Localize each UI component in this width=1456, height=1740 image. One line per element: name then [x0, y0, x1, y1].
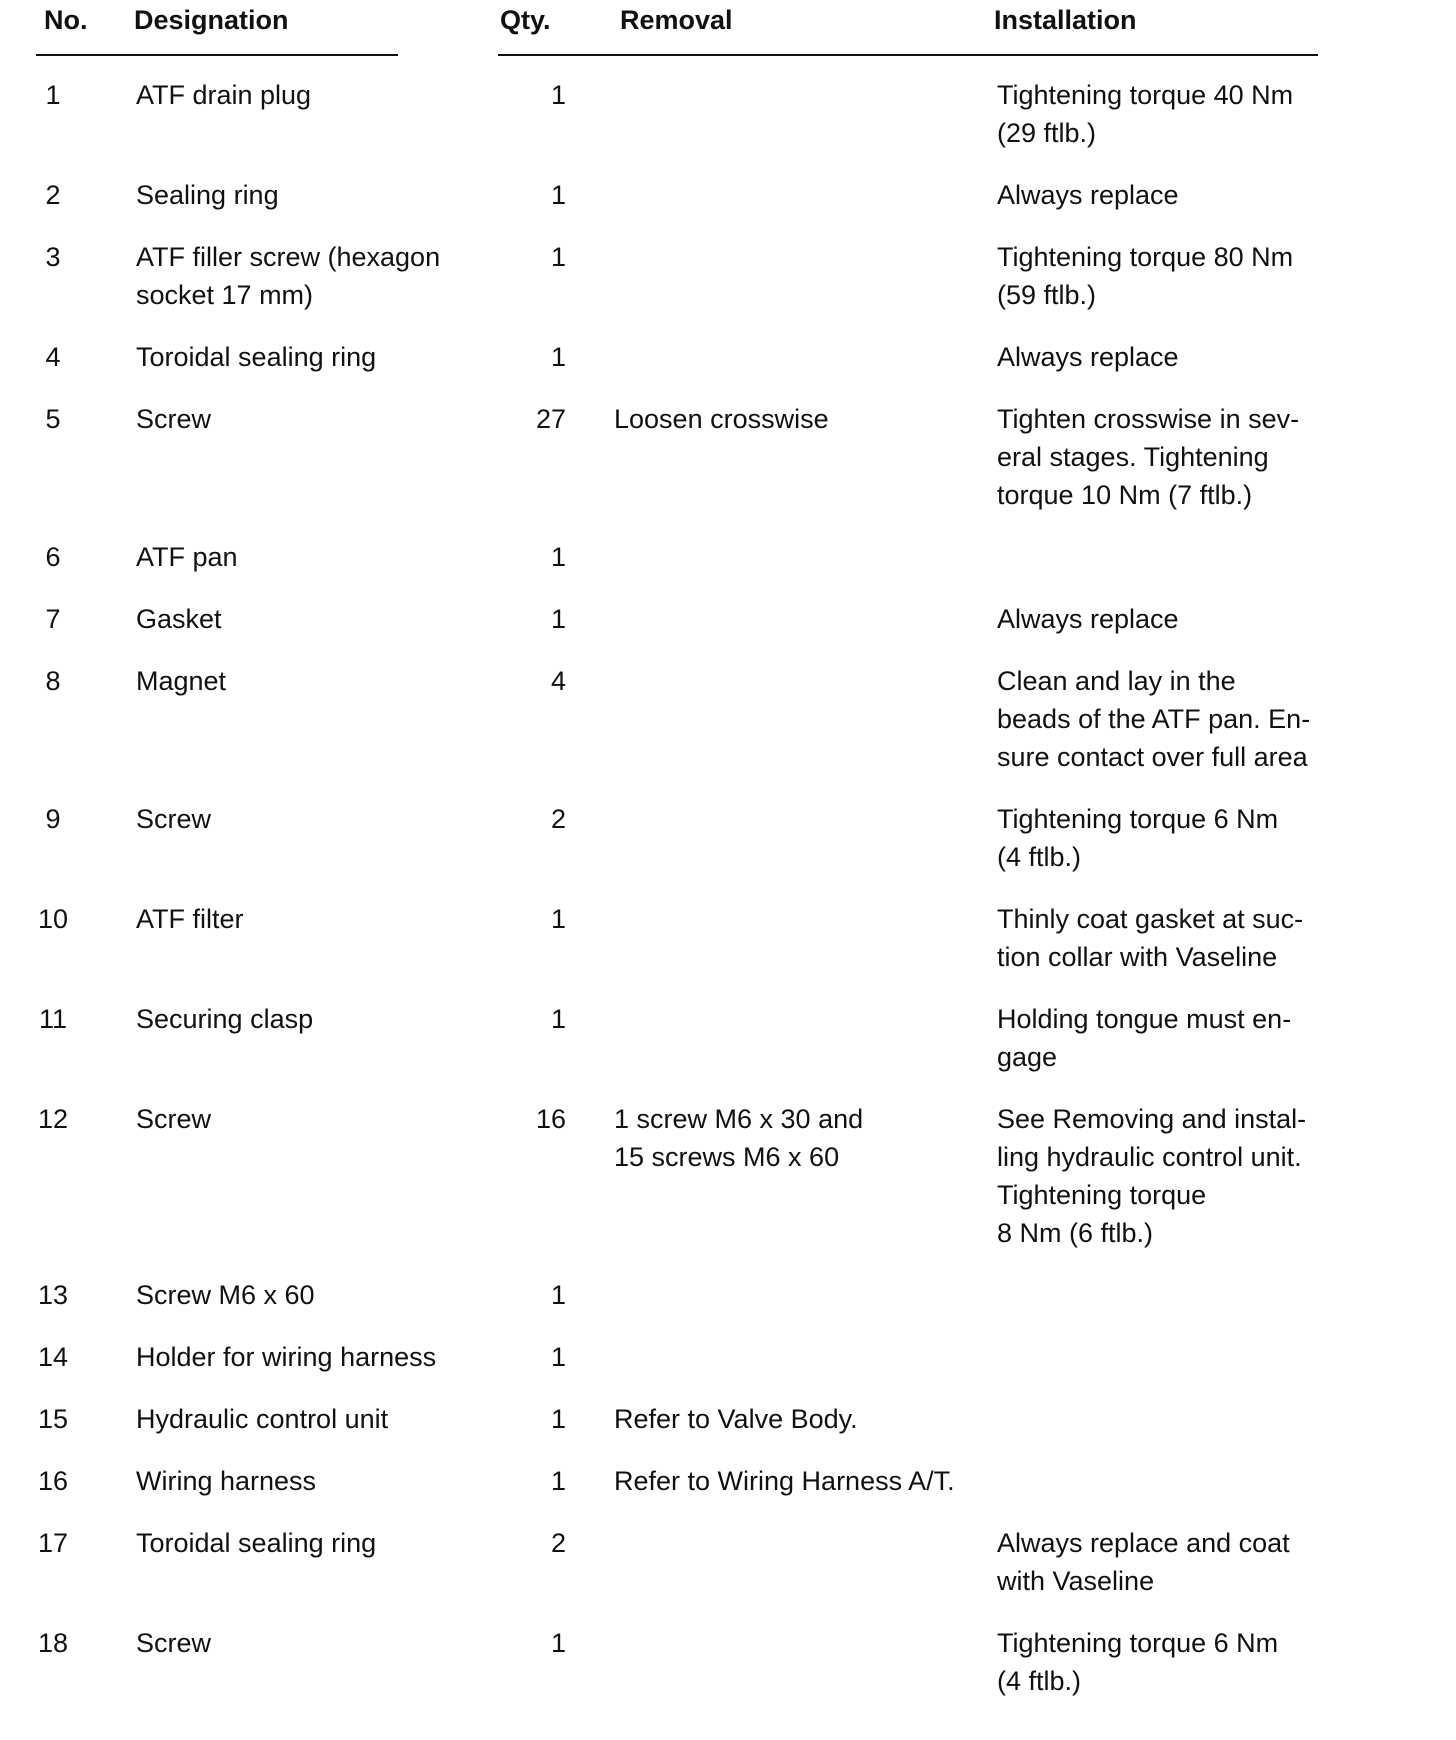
- row-installation: Always replace: [997, 604, 1179, 634]
- table-row: [0, 1524, 1456, 1624]
- table-row: [0, 1276, 1456, 1338]
- row-installation: Tighten crosswise in sev- eral stages. Tightening torque 10 Nm (7 ftlb.): [997, 404, 1300, 510]
- header-no: No.: [44, 5, 88, 35]
- row-installation: Always replace: [997, 342, 1179, 372]
- row-removal: Refer to Valve Body.: [614, 1404, 858, 1434]
- row-installation: Always replace and coat with Vaseline: [997, 1528, 1290, 1596]
- table-row: [0, 1624, 1456, 1724]
- header-removal: Removal: [620, 5, 733, 35]
- header-divider-left: [36, 54, 398, 56]
- row-number: 2: [45, 180, 61, 210]
- row-removal: 1 screw M6 x 30 and 15 screws M6 x 60: [614, 1104, 864, 1172]
- row-number: 5: [45, 404, 61, 434]
- row-designation: Gasket: [136, 604, 222, 634]
- row-quantity: 16: [535, 1104, 566, 1134]
- row-designation: Hydraulic control unit: [136, 1404, 389, 1434]
- table-row: [0, 238, 1456, 338]
- row-number: 7: [45, 604, 61, 634]
- header-divider-right: [498, 54, 1318, 56]
- header-qty: Qty.: [500, 5, 551, 35]
- row-number: 16: [37, 1466, 69, 1496]
- row-installation: Tightening torque 6 Nm (4 ftlb.): [997, 804, 1279, 872]
- row-quantity: 4: [550, 666, 566, 696]
- row-quantity: 1: [550, 242, 566, 272]
- row-number: 17: [37, 1528, 69, 1558]
- row-designation: Magnet: [136, 666, 227, 696]
- row-quantity: 1: [550, 1280, 566, 1310]
- table-row: [0, 176, 1456, 238]
- row-designation: Screw: [136, 404, 212, 434]
- row-quantity: 1: [550, 542, 566, 572]
- row-installation: Always replace: [997, 180, 1179, 210]
- row-number: 3: [45, 242, 61, 272]
- row-designation: ATF filter: [136, 904, 244, 934]
- row-quantity: 1: [550, 180, 566, 210]
- row-quantity: 1: [550, 1404, 566, 1434]
- row-number: 6: [45, 542, 61, 572]
- row-quantity: 1: [550, 80, 566, 110]
- table-row: [0, 1000, 1456, 1100]
- row-installation: Thinly coat gasket at suc- tion collar with Vaseline: [997, 904, 1304, 972]
- row-number: 14: [37, 1342, 69, 1372]
- row-quantity: 27: [535, 404, 566, 434]
- header-designation: Designation: [134, 5, 289, 35]
- row-designation: ATF pan: [136, 542, 238, 572]
- table-row: [0, 662, 1456, 800]
- row-designation: Sealing ring: [136, 180, 279, 210]
- table-row: [0, 1400, 1456, 1462]
- row-quantity: 2: [550, 804, 566, 834]
- row-designation: Screw: [136, 1104, 212, 1134]
- row-designation: Screw: [136, 804, 212, 834]
- row-installation: Tightening torque 6 Nm (4 ftlb.): [997, 1628, 1279, 1696]
- row-designation: Holder for wiring harness: [136, 1342, 437, 1372]
- table-row: [0, 900, 1456, 1000]
- row-designation: Toroidal sealing ring: [136, 342, 377, 372]
- row-number: 4: [45, 342, 61, 372]
- row-number: 12: [37, 1104, 69, 1134]
- table-row: [0, 76, 1456, 176]
- table-body: [0, 76, 1456, 1724]
- table-row: [0, 338, 1456, 400]
- row-number: 8: [45, 666, 61, 696]
- table-row: [0, 400, 1456, 538]
- row-designation: Screw M6 x 60: [136, 1280, 315, 1310]
- row-removal: Refer to Wiring Harness A/T.: [614, 1466, 955, 1496]
- row-quantity: 2: [550, 1528, 566, 1558]
- table-row: [0, 800, 1456, 900]
- row-number: 9: [45, 804, 61, 834]
- row-quantity: 1: [550, 1628, 566, 1658]
- row-installation: Tightening torque 80 Nm (59 ftlb.): [997, 242, 1294, 310]
- row-removal: Loosen crosswise: [614, 404, 829, 434]
- row-installation: Holding tongue must en- gage: [997, 1004, 1292, 1072]
- row-number: 1: [45, 80, 61, 110]
- row-quantity: 1: [550, 604, 566, 634]
- row-designation: Wiring harness: [136, 1466, 317, 1496]
- row-number: 10: [37, 904, 69, 934]
- row-designation: ATF filler screw (hexagon socket 17 mm): [136, 242, 441, 310]
- row-designation: Securing clasp: [136, 1004, 314, 1034]
- row-designation: Screw: [136, 1628, 212, 1658]
- row-designation: Toroidal sealing ring: [136, 1528, 377, 1558]
- table-row: [0, 600, 1456, 662]
- row-number: 13: [37, 1280, 69, 1310]
- row-quantity: 1: [550, 1004, 566, 1034]
- table-row: [0, 1100, 1456, 1276]
- row-quantity: 1: [550, 1466, 566, 1496]
- table-row: [0, 1462, 1456, 1524]
- row-number: 11: [38, 1004, 68, 1034]
- table-row: [0, 1338, 1456, 1400]
- table-header: [0, 0, 1456, 48]
- row-installation: See Removing and instal- ling hydraulic control unit. Tightening torque 8 Nm (6 ftlb.): [997, 1104, 1307, 1248]
- row-installation: Tightening torque 40 Nm (29 ftlb.): [997, 80, 1294, 148]
- row-designation: ATF drain plug: [136, 80, 312, 110]
- header-installation: Installation: [994, 5, 1137, 35]
- row-number: 15: [37, 1404, 69, 1434]
- row-quantity: 1: [550, 904, 566, 934]
- row-number: 18: [37, 1628, 69, 1658]
- row-quantity: 1: [550, 1342, 566, 1372]
- row-quantity: 1: [550, 342, 566, 372]
- row-installation: Clean and lay in the beads of the ATF pan. En- sure contact over full area: [997, 666, 1311, 772]
- table-row: [0, 538, 1456, 600]
